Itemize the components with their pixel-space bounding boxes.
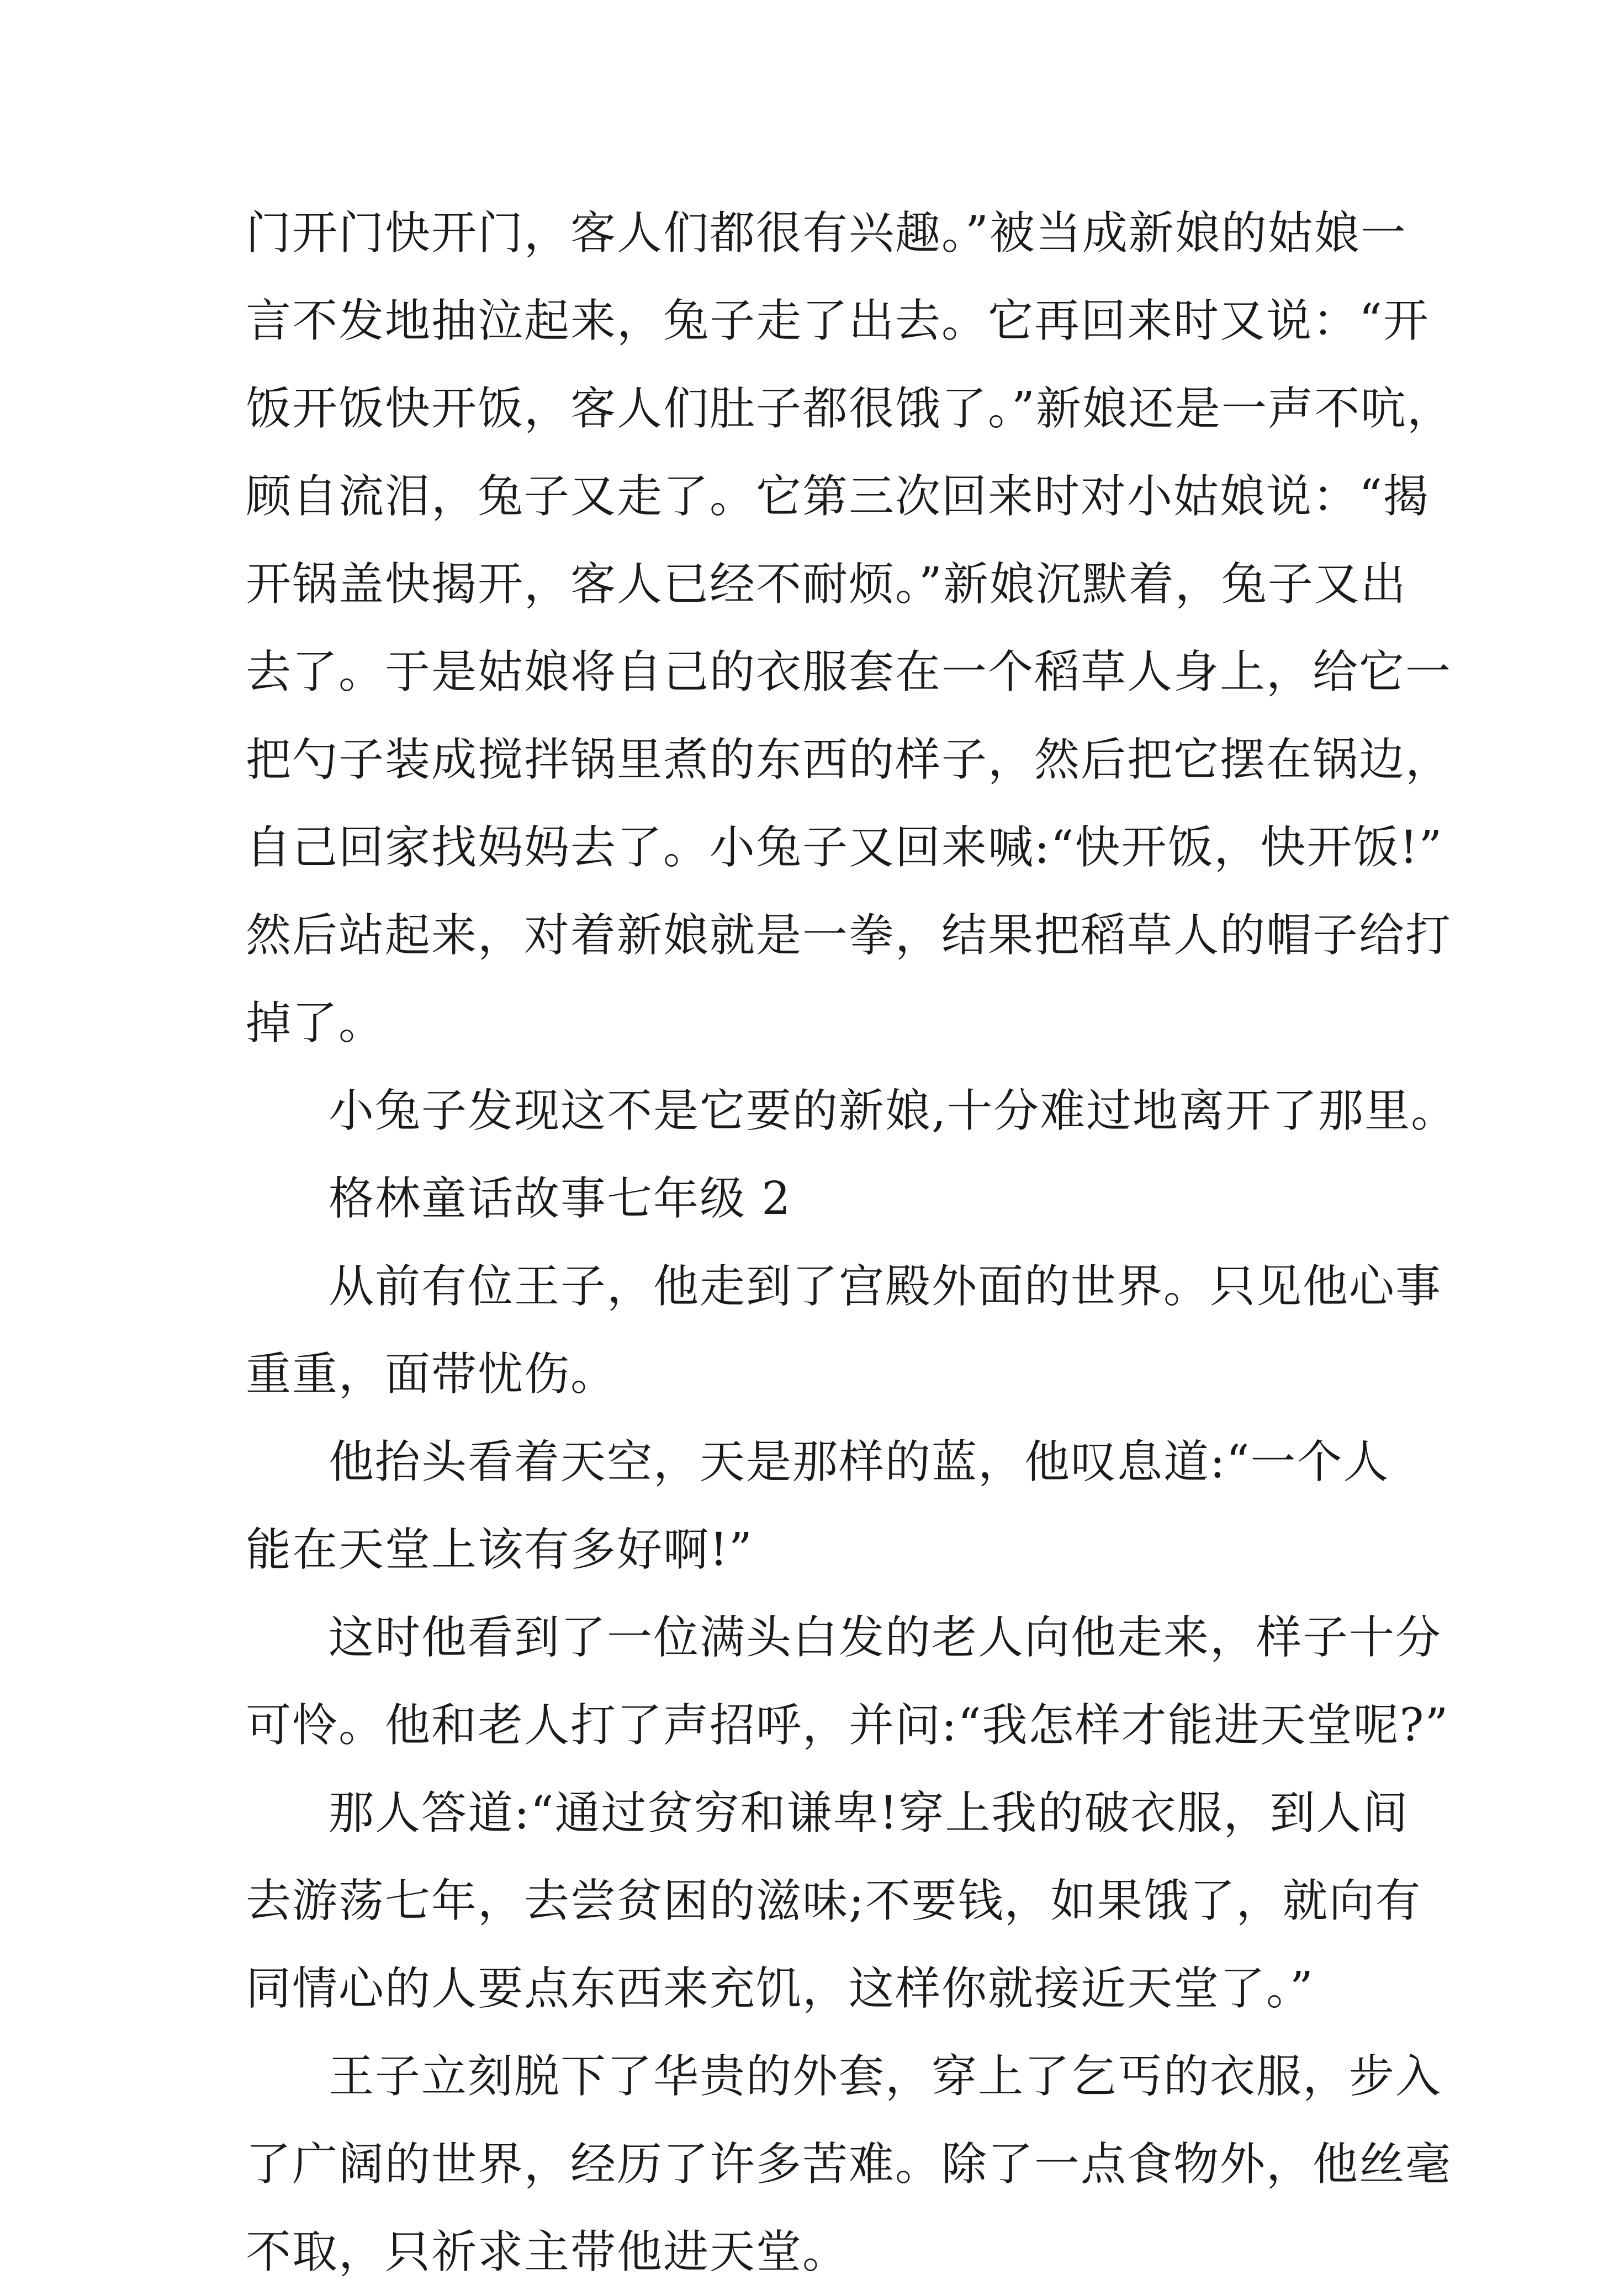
text-line: 去了。于是姑娘将自己的衣服套在一个稻草人身上，给它一 [246, 646, 1452, 698]
text-line: 重重，面带忧伤。 [246, 1348, 617, 1401]
text-line: 能在天堂上该有多好啊!” [246, 1524, 753, 1576]
text-line: 自己回家找妈妈去了。小兔子又回来喊:“快开饭，快开饭!” [246, 821, 1443, 874]
text-line: 顾自流泪，兔子又走了。它第三次回来时对小姑娘说：“揭 [246, 470, 1430, 523]
text-line: 言不发地抽泣起来，兔子走了出去。它再回来时又说：“开 [246, 295, 1430, 347]
text-line: 饭开饭快开饭，客人们肚子都很饿了。”新娘还是一声不吭， [246, 383, 1453, 435]
text-line: 掉了。 [246, 997, 385, 1049]
paragraph-first-line: 他抬头看着天空，天是那样的蓝，他叹息道:“一个人 [329, 1436, 1390, 1488]
text-line: 了广阔的世界，经历了许多苦难。除了一点食物外，他丝毫 [246, 2138, 1452, 2191]
text-line: 不取，只祈求主带他进天堂。 [246, 2226, 849, 2278]
paragraph-first-line: 那人答道:“通过贫穷和谦卑!穿上我的破衣服，到人间 [329, 1787, 1409, 1839]
text-line: 门开门快开门，客人们都很有兴趣。”被当成新娘的姑娘一 [246, 207, 1407, 259]
text-line: 去游荡七年，去尝贫困的滋味;不要钱，如果饿了，就向有 [246, 1875, 1422, 1927]
section-heading: 格林童话故事七年级 2 [329, 1173, 792, 1225]
paragraph-first-line: 王子立刻脱下了华贵的外套，穿上了乞丐的衣服，步入 [329, 2050, 1442, 2103]
text-line: 可怜。他和老人打了声招呼，并问:“我怎样才能进天堂呢?” [246, 1699, 1449, 1752]
text-line: 把勺子装成搅拌锅里煮的东西的样子，然后把它摆在锅边， [246, 734, 1452, 786]
text-line: 同情心的人要点东西来充饥，这样你就接近天堂了。” [246, 1963, 1314, 2015]
paragraph-first-line: 从前有位王子，他走到了宫殿外面的世界。只见他心事 [329, 1260, 1442, 1313]
document-body [246, 189, 1458, 2296]
paragraph-first-line: 这时他看到了一位满头白发的老人向他走来，样子十分 [329, 1611, 1442, 1664]
text-line: 开锅盖快揭开，客人已经不耐烦。”新娘沉默着，兔子又出 [246, 558, 1407, 611]
paragraph-first-line: 小兔子发现这不是它要的新娘,十分难过地离开了那里。 [329, 1085, 1458, 1137]
text-line: 然后站起来，对着新娘就是一拳，结果把稻草人的帽子给打 [246, 909, 1452, 962]
